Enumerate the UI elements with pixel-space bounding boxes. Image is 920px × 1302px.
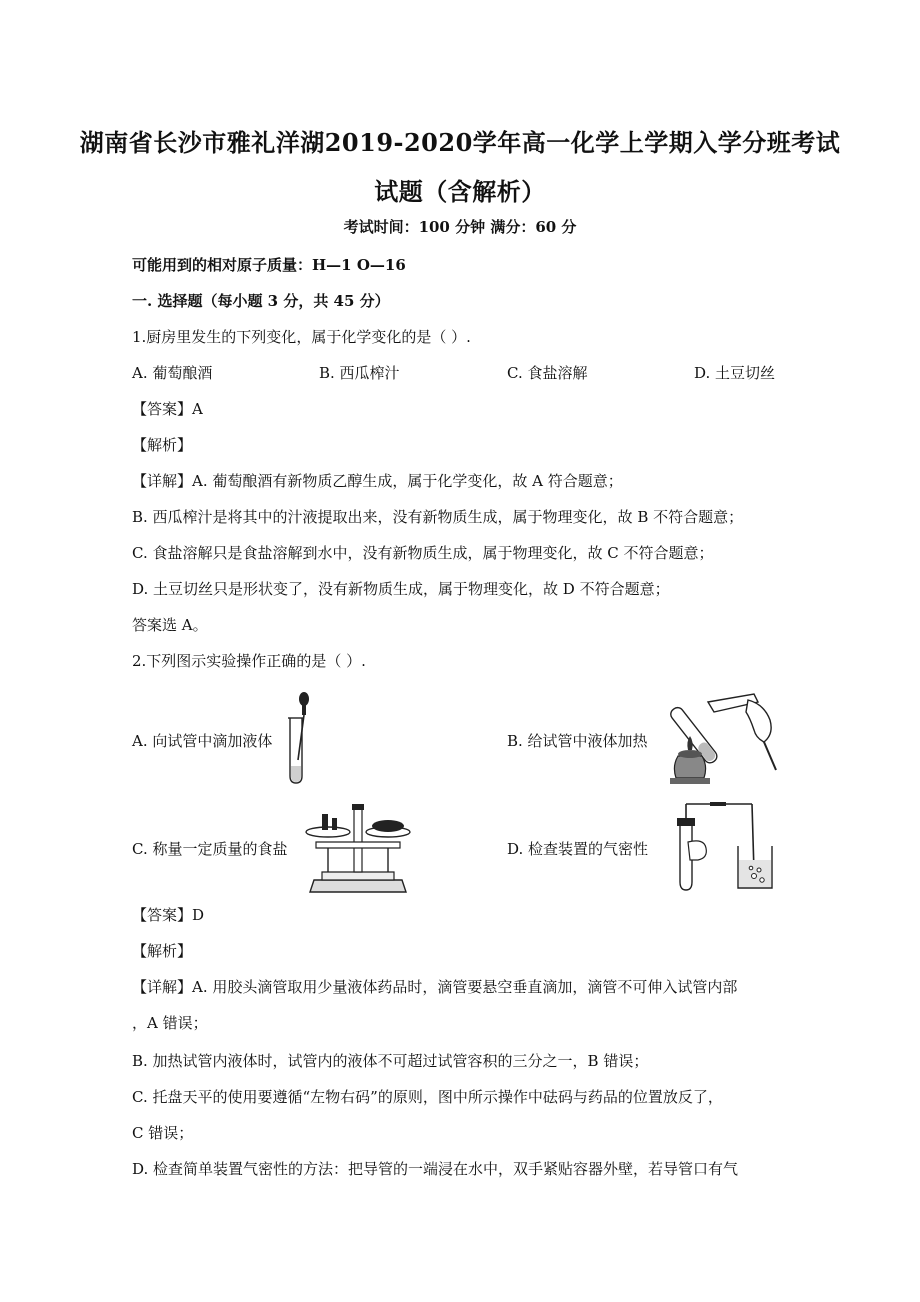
q1-stem: 1.厨房里发生的下列变化，属于化学变化的是（ ）. xyxy=(132,328,471,346)
q2-detail-line: C. 托盘天平的使用要遵循“左物右码”的原则，图中所示操作中砝码与药品的位置放反了， xyxy=(132,1088,723,1106)
q2-detail-line: ，A 错误； xyxy=(132,1014,208,1032)
document-title-line1: 湖南省长沙市雅礼洋湖2019-2020学年高一化学上学期入学分班考试 xyxy=(79,128,841,157)
q2-detail-line: C 错误； xyxy=(132,1124,194,1142)
dropper-test-tube-figure xyxy=(283,690,317,786)
section-heading: 一. 选择题（每小题 3 分，共 45 分） xyxy=(132,292,390,310)
q1-conclusion: 答案选 A。 xyxy=(132,616,208,634)
q2-option-c: C. 称量一定质量的食盐 xyxy=(132,840,288,858)
document-title-line2: 试题（含解析） xyxy=(374,177,546,206)
q2-analysis-label: 【解析】 xyxy=(132,942,193,960)
q1-detail-line: D. 土豆切丝只是形状变了，没有新物质生成，属于物理变化，故 D 不符合题意； xyxy=(132,580,670,598)
airtightness-check-figure xyxy=(668,800,786,896)
q1-option-b: B. 西瓜榨汁 xyxy=(319,364,400,382)
q2-option-a: A. 向试管中滴加液体 xyxy=(132,732,273,750)
q1-option-d: D. 土豆切丝 xyxy=(694,364,776,382)
q1-detail-line: B. 西瓜榨汁是将其中的汁液提取出来，没有新物质生成，属于物理变化，故 B 不符合题意； xyxy=(132,508,744,526)
q2-detail-line: D. 检查简单装置气密性的方法：把导管的一端浸在水中，双手紧贴容器外壁，若导管口有气 xyxy=(132,1160,739,1178)
q2-option-b: B. 给试管中液体加热 xyxy=(507,732,648,750)
q2-detail-line: 【详解】A. 用胶头滴管取用少量液体药品时，滴管要悬空垂直滴加，滴管不可伸入试管内部 xyxy=(132,978,738,996)
exam-info: 考试时间：100 分钟 满分：60 分 xyxy=(343,218,577,236)
q2-stem: 2.下列图示实验操作正确的是（ ）. xyxy=(132,652,366,670)
balance-figure xyxy=(298,802,418,896)
q2-answer: 【答案】D xyxy=(132,906,205,924)
q1-detail-line: C. 食盐溶解只是食盐溶解到水中，没有新物质生成，属于物理变化，故 C 不符合题意； xyxy=(132,544,714,562)
q1-answer: 【答案】A xyxy=(132,400,203,418)
q1-analysis-label: 【解析】 xyxy=(132,436,193,454)
heating-test-tube-figure xyxy=(660,684,780,794)
q2-detail-line: B. 加热试管内液体时，试管内的液体不可超过试管容积的三分之一，B 错误； xyxy=(132,1052,649,1070)
q1-option-c: C. 食盐溶解 xyxy=(507,364,588,382)
q1-detail-line: 【详解】A. 葡萄酿酒有新物质乙醇生成，属于化学变化，故 A 符合题意； xyxy=(132,472,623,490)
q2-option-d: D. 检查装置的气密性 xyxy=(507,840,649,858)
atomic-masses: 可能用到的相对原子质量：H—1 O—16 xyxy=(132,256,406,274)
q1-option-a: A. 葡萄酿酒 xyxy=(132,364,213,382)
